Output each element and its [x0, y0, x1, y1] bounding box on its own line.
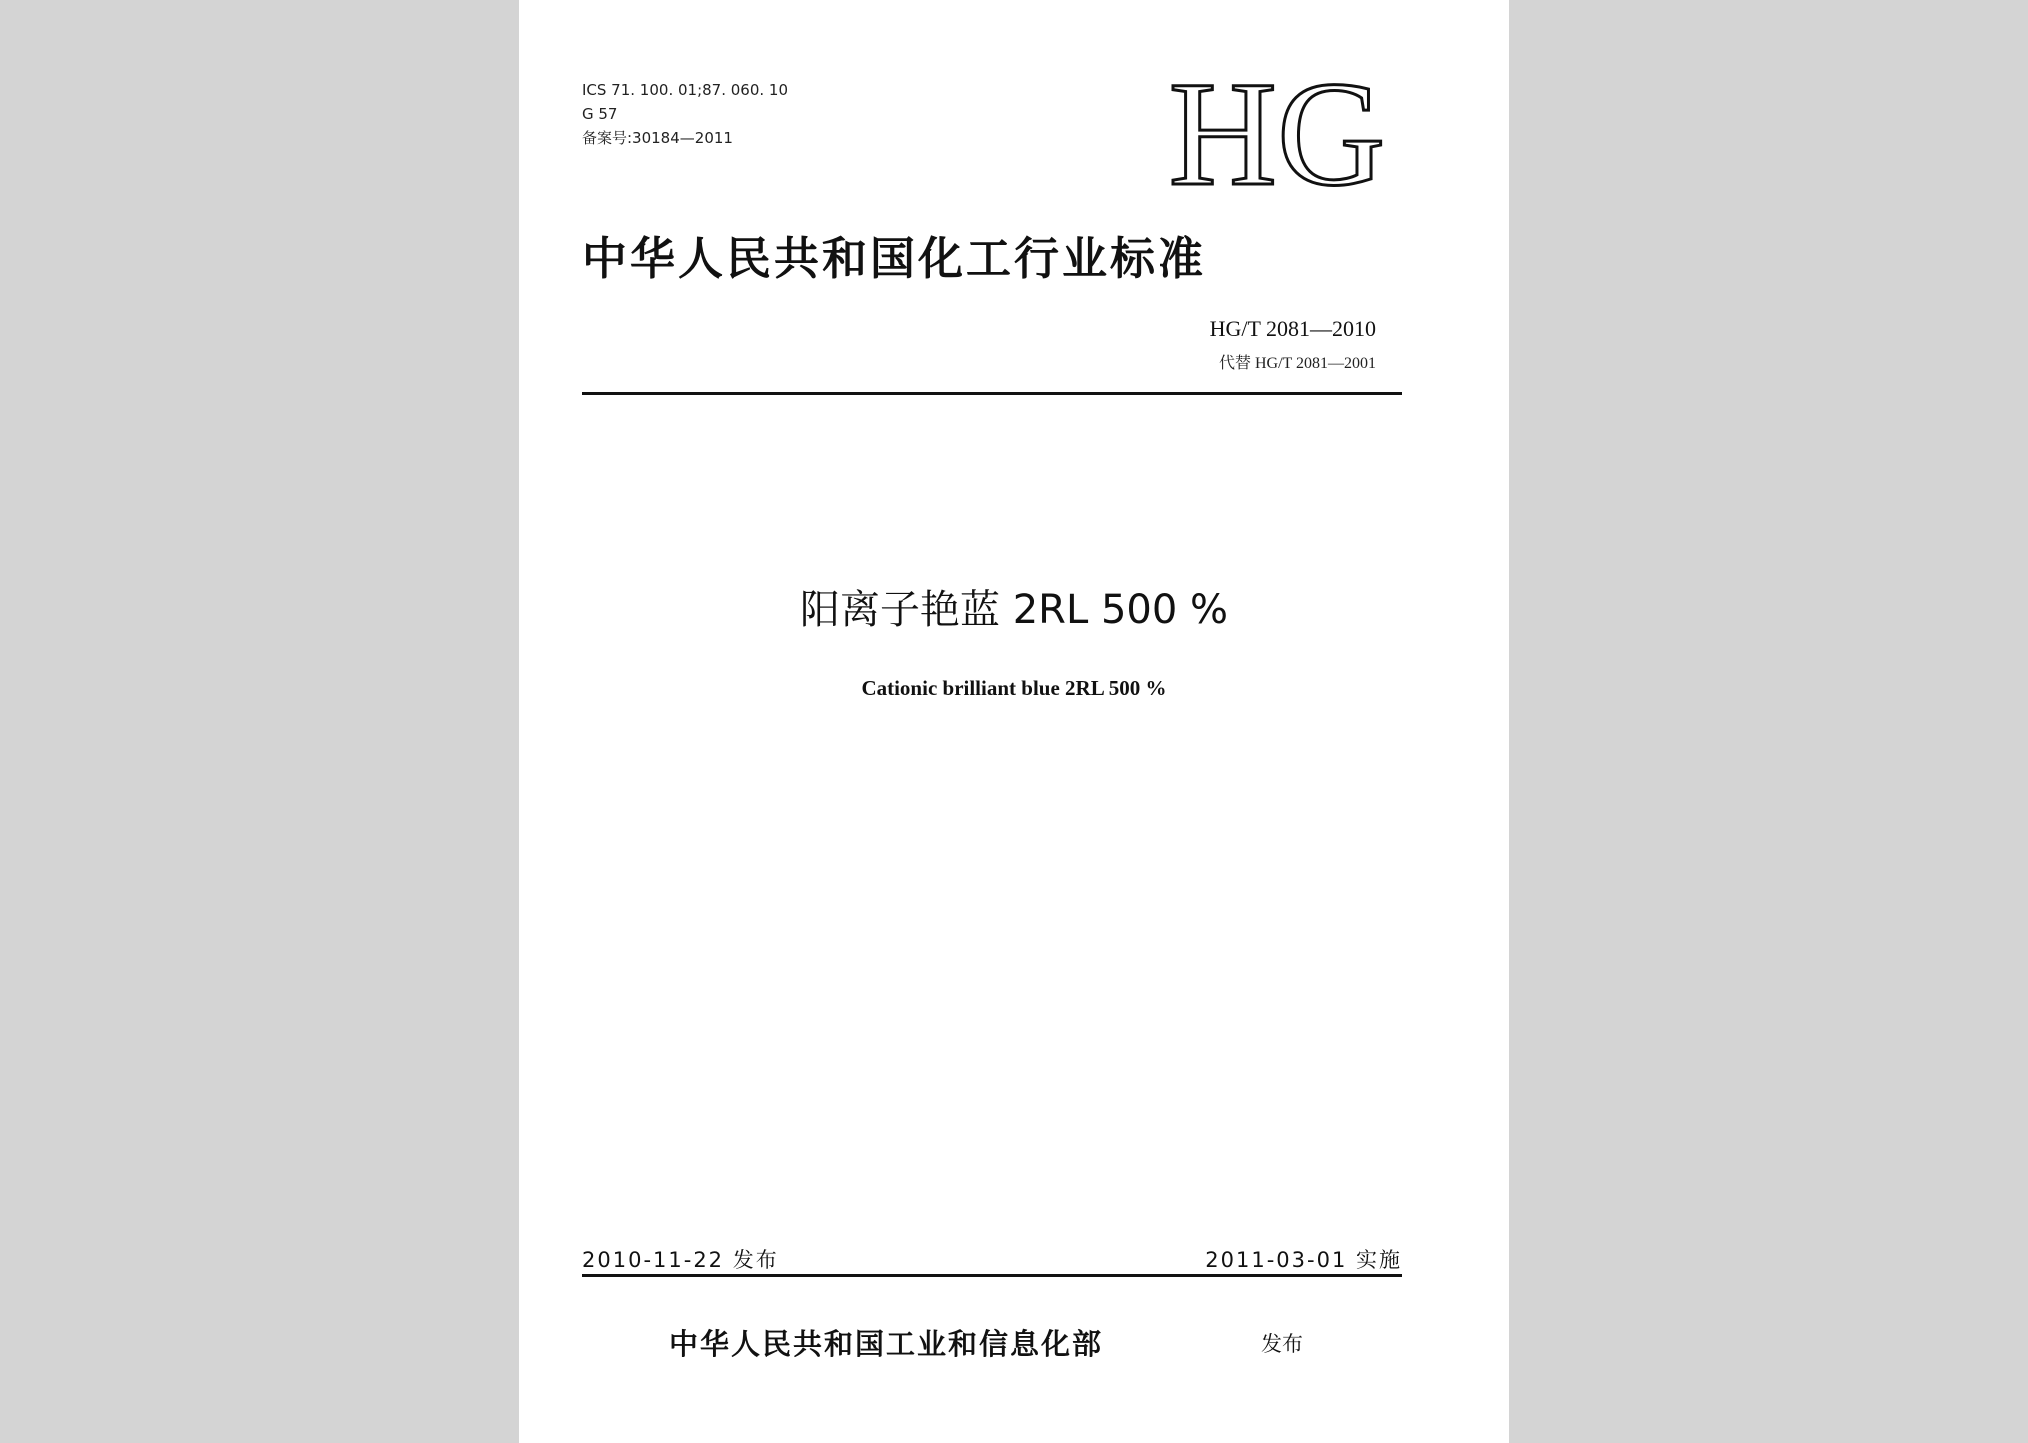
standard-category-title: 中华人民共和国化工行业标准 — [582, 232, 1207, 285]
classification-block — [582, 78, 788, 150]
hg-logo-text: HG — [1168, 56, 1386, 206]
document-title-english: Cationic brilliant blue 2RL 500 % — [861, 676, 1167, 700]
document-page — [519, 0, 1509, 1443]
implementation-date: 2011-03-01 实施 — [1205, 1248, 1402, 1272]
issue-date: 2010-11-22 发布 — [582, 1248, 779, 1272]
ccs-code: G 57 — [582, 105, 618, 123]
header-rule — [582, 392, 1402, 395]
publisher-suffix: 发布 — [1261, 1332, 1303, 1356]
filing-number: 备案号:30184—2011 — [582, 129, 733, 147]
standard-number: HG/T 2081—2010 — [1209, 316, 1376, 341]
replaced-standard: 代替 HG/T 2081—2001 — [1218, 355, 1376, 372]
hg-logo — [1157, 56, 1397, 206]
publisher-name: 中华人民共和国工业和信息化部 — [669, 1327, 1104, 1361]
footer-rule — [582, 1274, 1402, 1277]
ics-code: ICS 71. 100. 01;87. 060. 10 — [582, 81, 788, 99]
document-title-chinese: 阳离子艳蓝 2RL 500 % — [799, 587, 1229, 633]
